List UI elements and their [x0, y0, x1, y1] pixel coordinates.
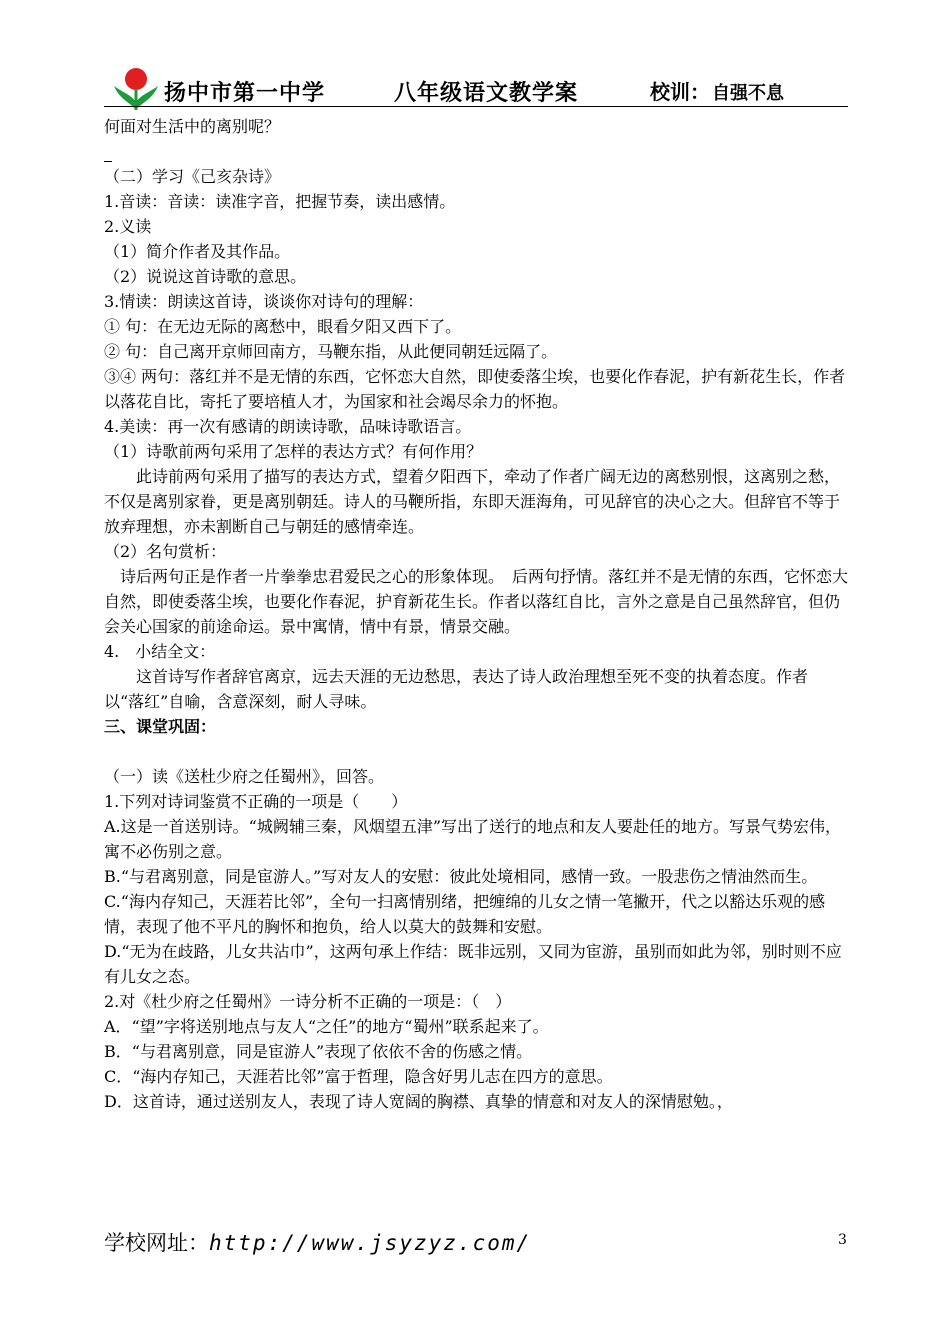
url-label: 学校网址：: [104, 1231, 209, 1255]
option-line: A．“望”字将送别地点与友人“之任”的地方“蜀州”联系起来了。: [104, 1017, 549, 1036]
text-line: （一）读《送杜少府之任蜀州》，回答。: [104, 767, 385, 786]
option-paragraph: A.这是一首送别诗。“城阙辅三秦，风烟望五津”写出了送行的地点和友人要赴任的地方。写景气势宏伟，寓不必伤别之意。: [104, 817, 842, 861]
text-line: 4. 小结全文：: [104, 642, 216, 661]
text-line: 1.音读：音读：读准字音，把握节奏，读出感情。: [104, 192, 456, 211]
text-paragraph: 诗后两句正是作者一片拳拳忠君爱民之心的形象体现。 后两句抒情。落红并不是无情的东西，它怀恋大自然，即使委落尘埃，也要化作春泥，护育新花生长。作者以落红自比，言外之意是自己虽然辞官，但仍会关心国家的前途命运。景中寓情，情中有景，情景交融。: [104, 567, 849, 636]
text-line: 何面对生活中的离别呢？: [104, 117, 281, 136]
motto-label: 校训：: [650, 80, 710, 104]
text-line: ② 句：自己离开京师回南方，马鞭东指，从此便同朝廷远隔了。: [104, 342, 558, 361]
question-line: 2.对《杜少府之任蜀州》一诗分析不正确的一项是：（ ）: [104, 992, 512, 1011]
text-line: 4.美读：再一次有感请的朗读诗歌，品味诗歌语言。: [104, 417, 472, 436]
option-line: B．“与君离别意，同是宦游人”表现了依依不舍的伤感之情。: [104, 1042, 533, 1061]
section-heading: （二）学习《己亥杂诗》: [104, 167, 281, 186]
text-line: （1）诗歌前两句采用了怎样的表达方式？有何作用？: [104, 442, 483, 461]
text-line: 2.义读: [104, 217, 152, 236]
header-rule: [104, 106, 848, 107]
school-motto: [650, 76, 784, 105]
footer-url: [104, 1227, 531, 1257]
school-url-link[interactable]: http://www.jsyzyz.com/: [209, 1231, 532, 1255]
section-heading: 三、课堂巩固：: [104, 717, 217, 736]
question-line: 1.下列对诗词鉴赏不正确的一项是（ ）: [104, 792, 408, 811]
blank-underline: [104, 161, 112, 162]
option-paragraph: D.“无为在歧路，儿女共沾巾”，这两句承上作结：既非远别，又同为宦游，虽别而如此为邻，别时则不应有儿女之态。: [104, 942, 842, 986]
motto-value: 自强不息: [712, 83, 784, 104]
option-line: D．这首诗，通过送别友人，表现了诗人宽阔的胸襟、真挚的情意和对友人的深情慰勉。，: [104, 1092, 733, 1111]
text-paragraph: ③④ 两句：落红并不是无情的东西，它怀恋大自然，即使委落尘埃，也要化作春泥，护有新花生长，作者以落花自比，寄托了要培植人才，为国家和社会竭尽余力的怀抱。: [104, 367, 846, 411]
text-line: （1）简介作者及其作品。: [104, 242, 291, 261]
spacer: [104, 739, 848, 764]
text-line: （2）说说这首诗歌的意思。: [104, 267, 307, 286]
text-line: 3.情读：朗读这首诗，谈谈你对诗句的理解：: [104, 292, 424, 311]
text-line: （2）名句赏析：: [104, 542, 227, 561]
option-line: C．“海内存知己，天涯若比邻”富于哲理，隐含好男儿志在四方的意思。: [104, 1067, 613, 1086]
text-paragraph: 此诗前两句采用了描写的表达方式，望着夕阳西下，牵动了作者广阔无边的离愁别恨，这离别之愁，不仅是离别家眷，更是离别朝廷。诗人的马鞭所指，东即天涯海角，可见辞官的决心之大。但辞官不等于放弃理想，亦未割断自己与朝廷的感情牵连。: [104, 467, 841, 536]
course-title: 八年级语文教学案: [394, 81, 579, 106]
option-paragraph: C.“海内存知己，天涯若比邻”，全句一扫离情别绪，把缠绵的儿女之情一笔撇开，代之以豁达乐观的感情，表现了他不平凡的胸怀和抱负，给人以莫大的鼓舞和安慰。: [104, 892, 826, 936]
page-header: [104, 66, 848, 106]
text-paragraph: 这首诗写作者辞官离京，远去天涯的无边愁思，表达了诗人政治理想至死不变的执着态度。作者以“落红”自喻，含意深刻，耐人寻味。: [104, 667, 809, 711]
school-name: 扬中市第一中学: [164, 81, 326, 106]
option-paragraph: B.“与君离别意，同是宦游人。”写对友人的安慰：彼此处境相同，感情一致。一股悲伤之情油然而生。: [104, 867, 818, 886]
document-body: [104, 114, 848, 1114]
text-line: ① 句：在无边无际的离愁中，眼看夕阳又西下了。: [104, 317, 462, 336]
page-number: 3: [838, 1232, 847, 1248]
